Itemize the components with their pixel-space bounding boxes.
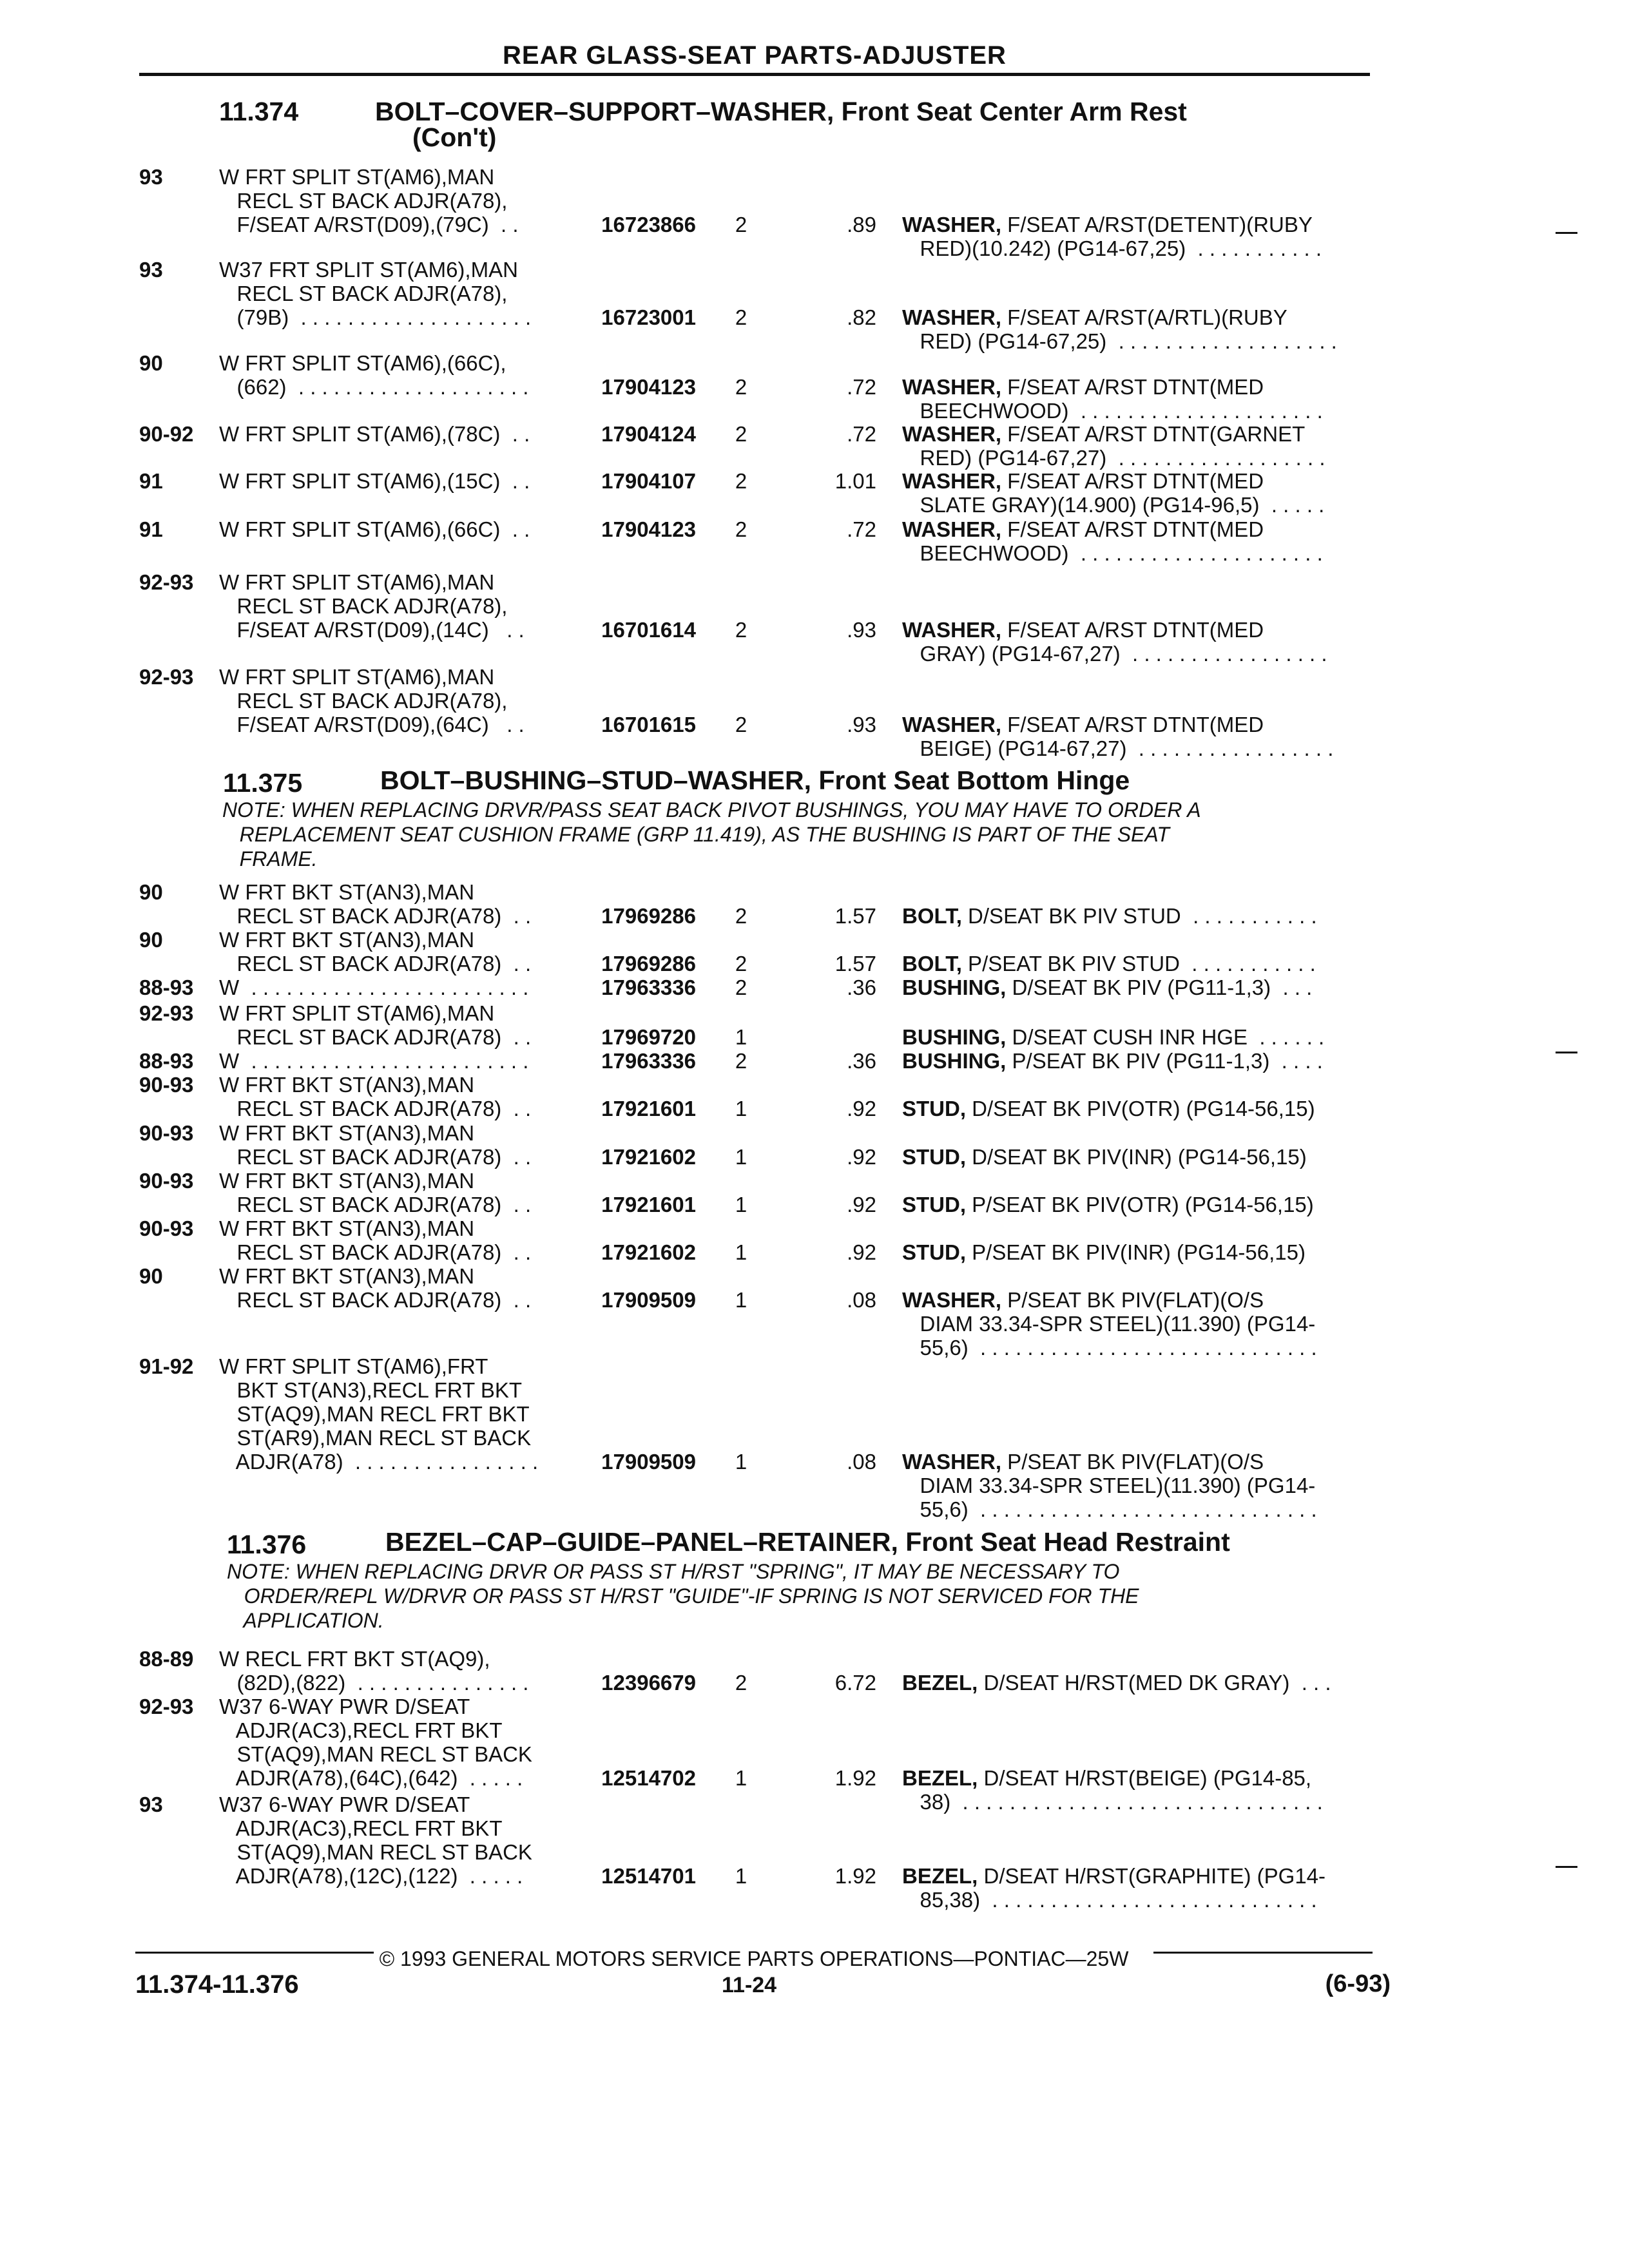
price: 1.57 (834, 904, 876, 928)
application-description: W FRT BKT ST(AN3),MAN RECL ST BACK ADJR(A78) . . (219, 1264, 532, 1312)
price: .72 (847, 422, 876, 446)
quantity: 2 (735, 213, 747, 236)
model-years: 92-93 (139, 570, 194, 594)
footer-section-code: 11.374-11.376 (135, 1970, 299, 1999)
part-name: STUD, (902, 1240, 966, 1264)
margin-mark (1556, 1866, 1577, 1868)
part-description (902, 1049, 1323, 1073)
part-number: 12396679 (601, 1671, 696, 1695)
price: 1.01 (834, 469, 876, 493)
application-description: W FRT SPLIT ST(AM6),(15C) . . (219, 469, 530, 493)
part-description (902, 1097, 1315, 1120)
application-description: W FRT SPLIT ST(AM6),MAN RECL ST BACK ADJR(A78) . . (219, 1001, 532, 1049)
model-years: 91-92 (139, 1354, 194, 1378)
part-name: WASHER, (902, 469, 1002, 493)
header-rule (139, 73, 1370, 76)
part-name: BEZEL, (902, 1671, 978, 1695)
section-continued: (Con't) (412, 122, 497, 152)
application-description: W FRT SPLIT ST(AM6),MAN RECL ST BACK ADJR(A78), F/SEAT A/RST(D09),(64C) . . (219, 665, 525, 736)
part-name: BOLT, (902, 952, 962, 975)
part-detail: F/SEAT A/RST DTNT(MED SLATE GRAY)(14.900) (PG14-96,5) . . . . . (920, 469, 1325, 517)
part-name: STUD, (902, 1145, 966, 1169)
part-name: STUD, (902, 1097, 966, 1120)
quantity: 1 (735, 1766, 747, 1790)
part-number: 17921602 (601, 1240, 696, 1264)
price: .72 (847, 517, 876, 541)
application-description: W FRT BKT ST(AN3),MAN RECL ST BACK ADJR(A78) . . (219, 1073, 532, 1120)
application-description: W FRT SPLIT ST(AM6),(78C) . . (219, 422, 530, 446)
part-description (902, 1240, 1306, 1264)
part-number: 16701615 (601, 713, 696, 736)
page-header: REAR GLASS-SEAT PARTS-ADJUSTER (503, 41, 1007, 70)
part-number: 16723866 (601, 213, 696, 236)
price: .93 (847, 618, 876, 642)
section-note: NOTE: WHEN REPLACING DRVR OR PASS ST H/RST "SPRING", IT MAY BE NECESSARY TO ORDER/REPL W/DRVR OR PASS ST H/RST "GUIDE"-IF SPRING IS NOT SERVICED FOR THE APPLICATION. (227, 1560, 1139, 1632)
part-detail: D/SEAT H/RST(BEIGE) (PG14-85, 38) . . . . . . . . . . . . . . . . . . . . . . . . . . . . . . . (920, 1766, 1323, 1814)
model-years: 92-93 (139, 1001, 194, 1025)
part-detail: F/SEAT A/RST DTNT(MED BEECHWOOD) . . . . . . . . . . . . . . . . . . . . . (920, 375, 1323, 423)
application-description: W FRT BKT ST(AN3),MAN RECL ST BACK ADJR(A78) . . (219, 1216, 532, 1264)
part-detail: F/SEAT A/RST DTNT(MED BEECHWOOD) . . . . . . . . . . . . . . . . . . . . . (920, 517, 1323, 565)
part-name: WASHER, (902, 713, 1002, 736)
price: .36 (847, 975, 876, 999)
model-years: 90-93 (139, 1073, 194, 1097)
quantity: 2 (735, 952, 747, 975)
quantity: 1 (735, 1288, 747, 1312)
section-number: 11.374 (219, 97, 299, 126)
model-years: 90 (139, 351, 163, 375)
model-years: 93 (139, 165, 163, 189)
part-detail: D/SEAT CUSH INR HGE . . . . . . (1006, 1025, 1325, 1049)
quantity: 2 (735, 904, 747, 928)
application-description: W FRT BKT ST(AN3),MAN RECL ST BACK ADJR(A78) . . (219, 1121, 532, 1169)
part-detail: D/SEAT BK PIV(OTR) (PG14-56,15) (966, 1097, 1315, 1120)
price: .92 (847, 1240, 876, 1264)
part-number: 17904123 (601, 517, 696, 541)
part-description (902, 1025, 1324, 1049)
part-number: 17909509 (601, 1450, 696, 1474)
part-number: 17904124 (601, 422, 696, 446)
application-description: W FRT SPLIT ST(AM6),(66C) . . (219, 517, 530, 541)
part-description (902, 975, 1312, 999)
quantity: 2 (735, 1671, 747, 1695)
part-description (902, 305, 1337, 353)
margin-mark (1556, 232, 1577, 234)
application-description: W FRT BKT ST(AN3),MAN RECL ST BACK ADJR(A78) . . (219, 880, 532, 928)
part-description (902, 1864, 1325, 1912)
application-description: W . . . . . . . . . . . . . . . . . . . . . . . . (219, 1049, 529, 1073)
application-description: W . . . . . . . . . . . . . . . . . . . . . . . . (219, 975, 529, 999)
part-name: WASHER, (902, 422, 1002, 446)
part-description (902, 375, 1323, 423)
part-number: 12514701 (601, 1864, 696, 1888)
part-description (902, 618, 1327, 666)
part-name: WASHER, (902, 1288, 1002, 1312)
application-description: W FRT SPLIT ST(AM6),(66C), (662) . . . . . . . . . . . . . . . . . . . . (219, 351, 529, 399)
part-number: 16701614 (601, 618, 696, 642)
part-number: 17921601 (601, 1193, 696, 1216)
quantity: 1 (735, 1240, 747, 1264)
part-number: 12514702 (601, 1766, 696, 1790)
price: .08 (847, 1288, 876, 1312)
model-years: 90 (139, 880, 163, 904)
quantity: 2 (735, 618, 747, 642)
model-years: 90-92 (139, 422, 194, 446)
part-description (902, 1288, 1317, 1360)
part-detail: F/SEAT A/RST DTNT(MED GRAY) (PG14-67,27) . . . . . . . . . . . . . . . . . (920, 618, 1327, 666)
price: .08 (847, 1450, 876, 1474)
quantity: 1 (735, 1025, 747, 1049)
quantity: 1 (735, 1864, 747, 1888)
part-detail: F/SEAT A/RST DTNT(GARNET RED) (PG14-67,27) . . . . . . . . . . . . . . . . . . (920, 422, 1325, 470)
application-description: W FRT SPLIT ST(AM6),FRT BKT ST(AN3),RECL FRT BKT ST(AQ9),MAN RECL FRT BKT ST(AR9),MAN RECL ST BACK ADJR(A78) . . . . . . . . . . . . . . . . (219, 1354, 539, 1474)
part-description (902, 1145, 1307, 1169)
price: .36 (847, 1049, 876, 1073)
part-number: 17921602 (601, 1145, 696, 1169)
part-detail: P/SEAT BK PIV(FLAT)(O/S DIAM 33.34-SPR STEEL)(11.390) (PG14- 55,6) . . . . . . . . . . . . . . . . . . . . . . . . . . . . . (920, 1288, 1317, 1360)
part-number: 17904123 (601, 375, 696, 399)
quantity: 1 (735, 1193, 747, 1216)
part-description (902, 422, 1325, 470)
section-title: BOLT–BUSHING–STUD–WASHER, Front Seat Bottom Hinge (380, 765, 1130, 795)
quantity: 2 (735, 713, 747, 736)
part-detail: P/SEAT BK PIV(OTR) (PG14-56,15) (966, 1193, 1314, 1216)
section-number: 11.376 (227, 1530, 307, 1559)
part-description (902, 1671, 1331, 1695)
section-number: 11.375 (223, 768, 303, 798)
part-name: BEZEL, (902, 1864, 978, 1888)
model-years: 90-93 (139, 1216, 194, 1240)
model-years: 88-93 (139, 1049, 194, 1073)
application-description: W37 FRT SPLIT ST(AM6),MAN RECL ST BACK ADJR(A78), (79B) . . . . . . . . . . . . . . . . . . . . (219, 258, 532, 329)
part-name: WASHER, (902, 305, 1002, 329)
footer-date: (6-93) (1325, 1970, 1391, 1997)
part-name: BUSHING, (902, 975, 1007, 999)
application-description: W FRT SPLIT ST(AM6),MAN RECL ST BACK ADJR(A78), F/SEAT A/RST(D09),(14C) . . (219, 570, 525, 642)
model-years: 90-93 (139, 1169, 194, 1193)
section-note: NOTE: WHEN REPLACING DRVR/PASS SEAT BACK PIVOT BUSHINGS, YOU MAY HAVE TO ORDER A REPLACEMENT SEAT CUSHION FRAME (GRP 11.419), AS THE BUSHING IS PART OF THE SEAT FRAME. (222, 798, 1201, 870)
part-name: WASHER, (902, 213, 1002, 236)
model-years: 90 (139, 928, 163, 952)
quantity: 2 (735, 469, 747, 493)
price: .93 (847, 713, 876, 736)
part-name: BUSHING, (902, 1025, 1007, 1049)
section-title: BOLT–COVER–SUPPORT–WASHER, Front Seat Center Arm Rest (375, 97, 1187, 126)
part-detail: P/SEAT BK PIV (PG11-1,3) . . . . (1006, 1049, 1323, 1073)
footer-page-number: 11-24 (722, 1973, 777, 1997)
part-number: 17909509 (601, 1288, 696, 1312)
part-detail: D/SEAT BK PIV(INR) (PG14-56,15) (966, 1145, 1307, 1169)
quantity: 2 (735, 517, 747, 541)
part-description (902, 517, 1323, 565)
part-number: 17963336 (601, 975, 696, 999)
part-number: 17963336 (601, 1049, 696, 1073)
price: 6.72 (834, 1671, 876, 1695)
part-name: WASHER, (902, 618, 1002, 642)
part-detail: P/SEAT BK PIV(FLAT)(O/S DIAM 33.34-SPR STEEL)(11.390) (PG14- 55,6) . . . . . . . . . . . . . . . . . . . . . . . . . . . . . (920, 1450, 1317, 1521)
model-years: 92-93 (139, 665, 194, 689)
part-description (902, 1193, 1314, 1216)
model-years: 88-89 (139, 1647, 194, 1671)
model-years: 90 (139, 1264, 163, 1288)
part-description (902, 469, 1324, 517)
model-years: 88-93 (139, 975, 194, 999)
model-years: 92-93 (139, 1695, 194, 1718)
application-description: W FRT SPLIT ST(AM6),MAN RECL ST BACK ADJR(A78), F/SEAT A/RST(D09),(79C) . . (219, 165, 519, 236)
part-number: 17969720 (601, 1025, 696, 1049)
price: .82 (847, 305, 876, 329)
part-name: WASHER, (902, 1450, 1002, 1474)
part-detail: D/SEAT BK PIV STUD . . . . . . . . . . . (961, 904, 1317, 928)
quantity: 2 (735, 375, 747, 399)
application-description: W FRT BKT ST(AN3),MAN RECL ST BACK ADJR(A78) . . (219, 928, 532, 975)
part-detail: P/SEAT BK PIV STUD . . . . . . . . . . . (961, 952, 1316, 975)
part-description (902, 1450, 1317, 1521)
part-description (902, 713, 1333, 760)
price: 1.92 (834, 1864, 876, 1888)
quantity: 2 (735, 975, 747, 999)
quantity: 1 (735, 1145, 747, 1169)
quantity: 1 (735, 1450, 747, 1474)
model-years: 91 (139, 469, 163, 493)
part-name: BOLT, (902, 904, 962, 928)
part-name: WASHER, (902, 517, 1002, 541)
part-detail: D/SEAT H/RST(GRAPHITE) (PG14- 85,38) . . . . . . . . . . . . . . . . . . . . . . . . . . . . (920, 1864, 1326, 1912)
part-detail: D/SEAT H/RST(MED DK GRAY) . . . (978, 1671, 1331, 1695)
part-description (902, 1766, 1323, 1814)
part-number: 17969286 (601, 952, 696, 975)
price: .92 (847, 1145, 876, 1169)
model-years: 93 (139, 258, 163, 282)
part-name: WASHER, (902, 375, 1002, 399)
price: 1.92 (834, 1766, 876, 1790)
section-title: BEZEL–CAP–GUIDE–PANEL–RETAINER, Front Seat Head Restraint (385, 1527, 1230, 1557)
price: .92 (847, 1097, 876, 1120)
part-description (902, 952, 1316, 975)
margin-mark (1556, 1052, 1577, 1053)
part-detail: P/SEAT BK PIV(INR) (PG14-56,15) (966, 1240, 1306, 1264)
application-description: W37 6-WAY PWR D/SEAT ADJR(AC3),RECL FRT BKT ST(AQ9),MAN RECL ST BACK ADJR(A78),(64C),(642) . . . . . (219, 1695, 532, 1790)
application-description: W37 6-WAY PWR D/SEAT ADJR(AC3),RECL FRT BKT ST(AQ9),MAN RECL ST BACK ADJR(A78),(12C),(122) . . . . . (219, 1792, 532, 1888)
quantity: 2 (735, 422, 747, 446)
price: .89 (847, 213, 876, 236)
application-description: W RECL FRT BKT ST(AQ9), (82D),(822) . . . . . . . . . . . . . . . (219, 1647, 529, 1695)
part-detail: F/SEAT A/RST DTNT(MED BEIGE) (PG14-67,27) . . . . . . . . . . . . . . . . . (920, 713, 1334, 760)
part-detail: F/SEAT A/RST(DETENT)(RUBY RED)(10.242) (PG14-67,25) . . . . . . . . . . . (920, 213, 1322, 260)
part-detail: F/SEAT A/RST(A/RTL)(RUBY RED) (PG14-67,25) . . . . . . . . . . . . . . . . . . . (920, 305, 1337, 353)
part-number: 17969286 (601, 904, 696, 928)
part-number: 16723001 (601, 305, 696, 329)
part-name: BUSHING, (902, 1049, 1007, 1073)
price: 1.57 (834, 952, 876, 975)
part-description (902, 904, 1317, 928)
part-name: STUD, (902, 1193, 966, 1216)
model-years: 91 (139, 517, 163, 541)
application-description: W FRT BKT ST(AN3),MAN RECL ST BACK ADJR(A78) . . (219, 1169, 532, 1216)
model-years: 93 (139, 1792, 163, 1816)
part-name: BEZEL, (902, 1766, 978, 1790)
part-number: 17904107 (601, 469, 696, 493)
quantity: 1 (735, 1097, 747, 1120)
part-description (902, 213, 1322, 260)
part-number: 17921601 (601, 1097, 696, 1120)
model-years: 90-93 (139, 1121, 194, 1145)
price: .72 (847, 375, 876, 399)
footer-copyright: © 1993 GENERAL MOTORS SERVICE PARTS OPERATIONS—PONTIAC—25W (379, 1947, 1129, 1970)
quantity: 2 (735, 1049, 747, 1073)
quantity: 2 (735, 305, 747, 329)
part-detail: D/SEAT BK PIV (PG11-1,3) . . . (1006, 975, 1313, 999)
price: .92 (847, 1193, 876, 1216)
